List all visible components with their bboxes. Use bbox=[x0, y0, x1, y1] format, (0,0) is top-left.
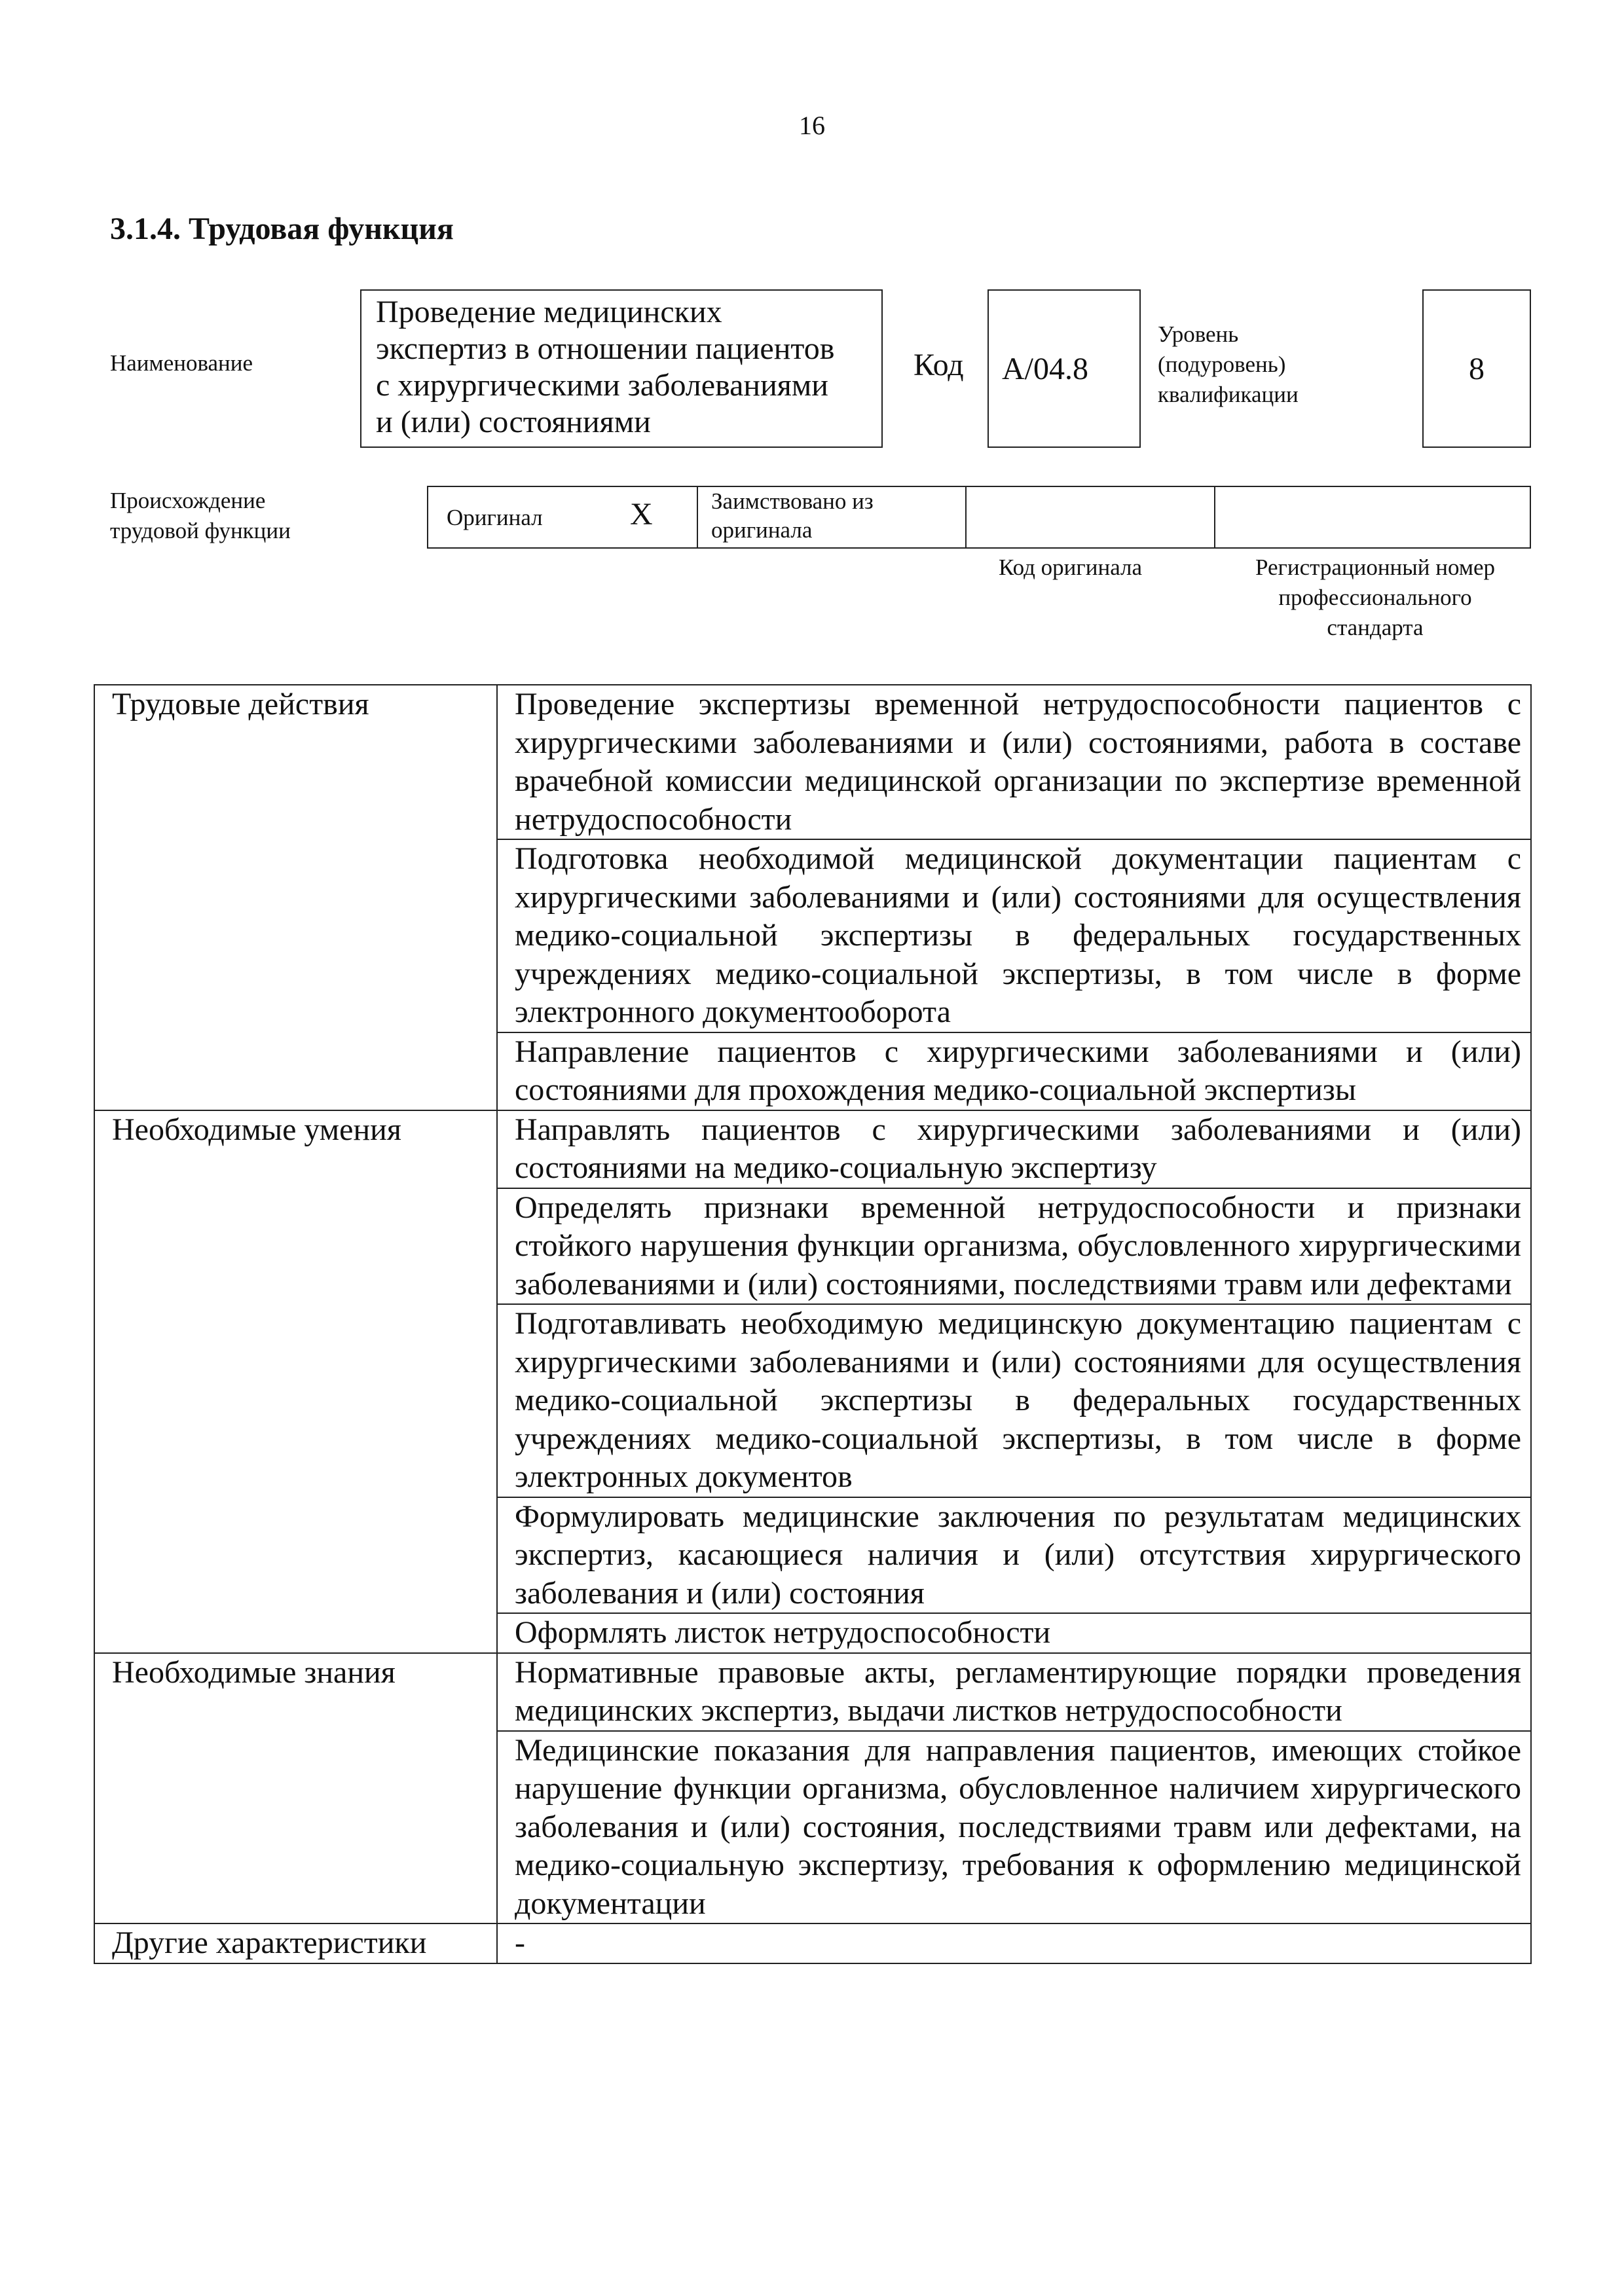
registration-number-label bbox=[1218, 553, 1532, 643]
original-code-label: Код оригинала bbox=[999, 555, 1143, 580]
function-name-line: Проведение медицинских bbox=[376, 295, 722, 329]
borrowed-label-line: Заимствовано из bbox=[711, 488, 874, 514]
original-cell bbox=[428, 487, 698, 547]
function-name-line: с хирургическими заболеваниями bbox=[376, 368, 828, 403]
registration-label-line: стандарта bbox=[1327, 615, 1424, 640]
origin-label bbox=[110, 486, 291, 546]
origin-row bbox=[427, 486, 1531, 549]
category-labor-actions: Трудовые действия bbox=[94, 685, 497, 1110]
table-row bbox=[94, 685, 1531, 839]
registration-number-cell bbox=[1215, 487, 1530, 547]
category-skills: Необходимые умения bbox=[94, 1110, 497, 1653]
name-label: Наименование bbox=[110, 350, 253, 376]
registration-label-line: Регистрационный номер bbox=[1255, 555, 1496, 580]
table-cell: Нормативные правовые акты, регламентирующие порядки проведения медицинских экспертиз, выдачи листков нетрудоспособности bbox=[497, 1653, 1531, 1731]
table-row bbox=[94, 1110, 1531, 1188]
borrowed-cell bbox=[698, 487, 967, 547]
original-code-cell bbox=[967, 487, 1215, 547]
table-cell: Оформлять листок нетрудоспособности bbox=[497, 1613, 1531, 1653]
code-label: Код bbox=[913, 348, 964, 382]
origin-label-line: трудовой функции bbox=[110, 518, 291, 543]
level-label-line: (подуровень) bbox=[1158, 352, 1286, 377]
table-cell: - bbox=[497, 1923, 1531, 1963]
function-name-line: экспертиз в отношении пациентов bbox=[376, 331, 835, 366]
table-cell: Подготавливать необходимую медицинскую документацию пациентам с хирургическими заболеваниями и (или) состояниями для осуществления медико-социальной экспертизы в федеральных государственных учреждениях медико-социальной экспертизы, в том числе в форме электронных документов bbox=[497, 1304, 1531, 1497]
qualification-level-box bbox=[1422, 289, 1531, 448]
table-cell: Медицинские показания для направления пациентов, имеющих стойкое нарушение функции организма, обусловленное наличием хирургического заболевания и (или) состояния, последствиями травм или дефектами, на медико-социальную экспертизу, требования к оформлению медицинской документации bbox=[497, 1731, 1531, 1924]
original-mark: X bbox=[630, 497, 653, 532]
level-label-line: квалификации bbox=[1158, 382, 1299, 407]
labor-function-table bbox=[94, 684, 1532, 1964]
function-name-box bbox=[360, 289, 883, 448]
table-cell: Определять признаки временной нетрудоспособности и признаки стойкого нарушения функции организма, обусловленного хирургическими заболеваниями и (или) состояниями, последствиями травм или дефектами bbox=[497, 1188, 1531, 1305]
qualification-level-label bbox=[1158, 319, 1299, 410]
borrowed-label-line: оригинала bbox=[711, 517, 813, 543]
table-cell: Проведение экспертизы временной нетрудоспособности пациентов с хирургическими заболеваниями и (или) состояниями, работа в составе врачебной комиссии медицинской организации по экспертизе временной нетрудоспособности bbox=[497, 685, 1531, 839]
table-cell: Подготовка необходимой медицинской документации пациентам с хирургическими заболеваниями и (или) состояниями для осуществления медико-социальной экспертизы в федеральных государственных учреждениях медико-социальной экспертизы, в том числе в форме электронного документооборота bbox=[497, 839, 1531, 1032]
qualification-level-value: 8 bbox=[1469, 351, 1485, 386]
function-name-line: и (или) состояниями bbox=[376, 405, 651, 439]
category-other: Другие характеристики bbox=[94, 1923, 497, 1963]
code-value-box bbox=[987, 289, 1141, 448]
borrowed-label bbox=[711, 487, 874, 545]
table-cell: Направление пациентов с хирургическими заболеваниями и (или) состояниями для прохождения медико-социальной экспертизы bbox=[497, 1032, 1531, 1110]
table-row bbox=[94, 1653, 1531, 1731]
registration-label-line: профессионального bbox=[1278, 585, 1472, 610]
page-number: 16 bbox=[799, 111, 825, 140]
origin-label-line: Происхождение bbox=[110, 488, 266, 513]
table-row bbox=[94, 1923, 1531, 1963]
code-value: A/04.8 bbox=[1002, 351, 1088, 386]
section-heading: 3.1.4. Трудовая функция bbox=[110, 211, 454, 246]
original-label: Оригинал bbox=[447, 505, 543, 530]
table-cell: Направлять пациентов с хирургическими заболеваниями и (или) состояниями на медико-социальную экспертизу bbox=[497, 1110, 1531, 1188]
level-label-line: Уровень bbox=[1158, 321, 1239, 347]
table-cell: Формулировать медицинские заключения по результатам медицинских экспертиз, касающиеся наличия и (или) отсутствия хирургического заболевания и (или) состояния bbox=[497, 1497, 1531, 1614]
category-knowledge: Необходимые знания bbox=[94, 1653, 497, 1924]
